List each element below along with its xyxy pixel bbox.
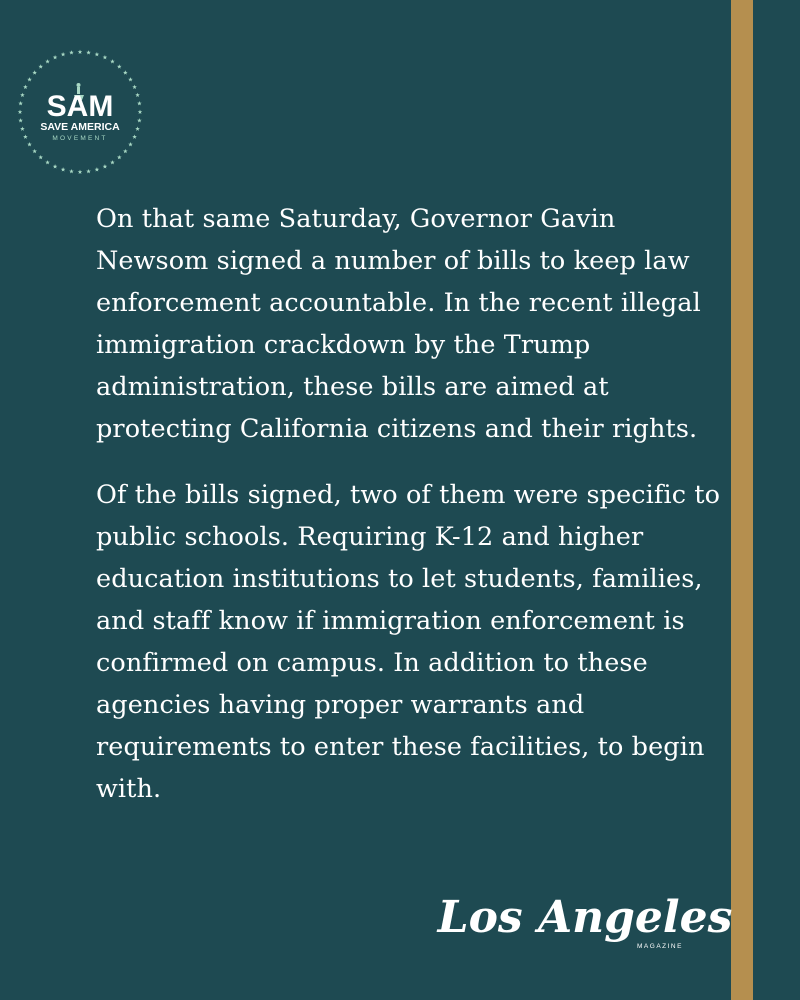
save-america-movement-logo: [14, 46, 146, 178]
ring-star: [18, 101, 23, 105]
ring-star: [132, 135, 137, 139]
ring-star: [86, 50, 91, 54]
ring-star: [138, 110, 143, 114]
ring-star: [32, 149, 37, 153]
ring-star: [53, 164, 58, 168]
source-name: Los Angeles: [437, 892, 733, 943]
ring-star: [18, 110, 23, 114]
ring-star: [123, 70, 128, 74]
ring-star: [32, 70, 37, 74]
ring-star: [27, 142, 32, 146]
los-angeles-magazine-logo: [437, 880, 733, 960]
ring-star: [95, 52, 100, 56]
ring-star: [45, 59, 50, 63]
ring-star: [137, 118, 142, 122]
ring-star: [110, 59, 115, 63]
ring-star: [135, 93, 140, 97]
ring-star: [78, 50, 83, 54]
ring-star: [78, 170, 83, 174]
ring-star: [61, 52, 66, 56]
ring-star: [23, 85, 28, 89]
ring-star: [38, 155, 43, 159]
ring-star: [103, 55, 108, 59]
logo-abbreviation: SAM: [46, 90, 114, 123]
ring-star: [95, 167, 100, 171]
ring-star: [18, 118, 23, 122]
ring-star: [69, 50, 74, 54]
ring-star: [20, 93, 25, 97]
ring-star: [103, 164, 108, 168]
ring-star: [123, 149, 128, 153]
ring-star: [110, 160, 115, 164]
logo-line2: MOVEMENT: [52, 135, 108, 142]
ring-star: [27, 77, 32, 81]
ring-star: [128, 142, 133, 146]
ring-star: [86, 169, 91, 173]
ring-star: [128, 77, 133, 81]
ring-star: [23, 135, 28, 139]
source-subtitle: MAGAZINE: [637, 943, 683, 950]
ring-star: [132, 85, 137, 89]
ring-star: [20, 127, 25, 131]
ring-star: [45, 160, 50, 164]
gold-accent-stripe: [731, 0, 753, 1000]
ring-star: [69, 169, 74, 173]
ring-star: [61, 167, 66, 171]
article-body: [96, 198, 721, 834]
ring-star: [117, 64, 122, 68]
ring-star: [137, 101, 142, 105]
article-paragraph-1: On that same Saturday, Governor Gavin Newsom signed a number of bills to keep law enforcement accountable. In the recent illegal immigration crackdown by the Trump administration, these bills are aimed at protecting California citizens and their rights.: [96, 204, 701, 444]
article-paragraph-2: Of the bills signed, two of them were specific to public schools. Requiring K-12 and higher education institutions to let students, families, and staff know if immigration enforcement is confirmed on campus. In addition to these agencies having proper warrants and requirements to enter these facilities, to begin with.: [96, 480, 721, 804]
ring-star: [38, 64, 43, 68]
ring-star: [117, 155, 122, 159]
ring-star: [135, 127, 140, 131]
ring-star: [53, 55, 58, 59]
logo-line1: SAVE AMERICA: [40, 121, 120, 133]
